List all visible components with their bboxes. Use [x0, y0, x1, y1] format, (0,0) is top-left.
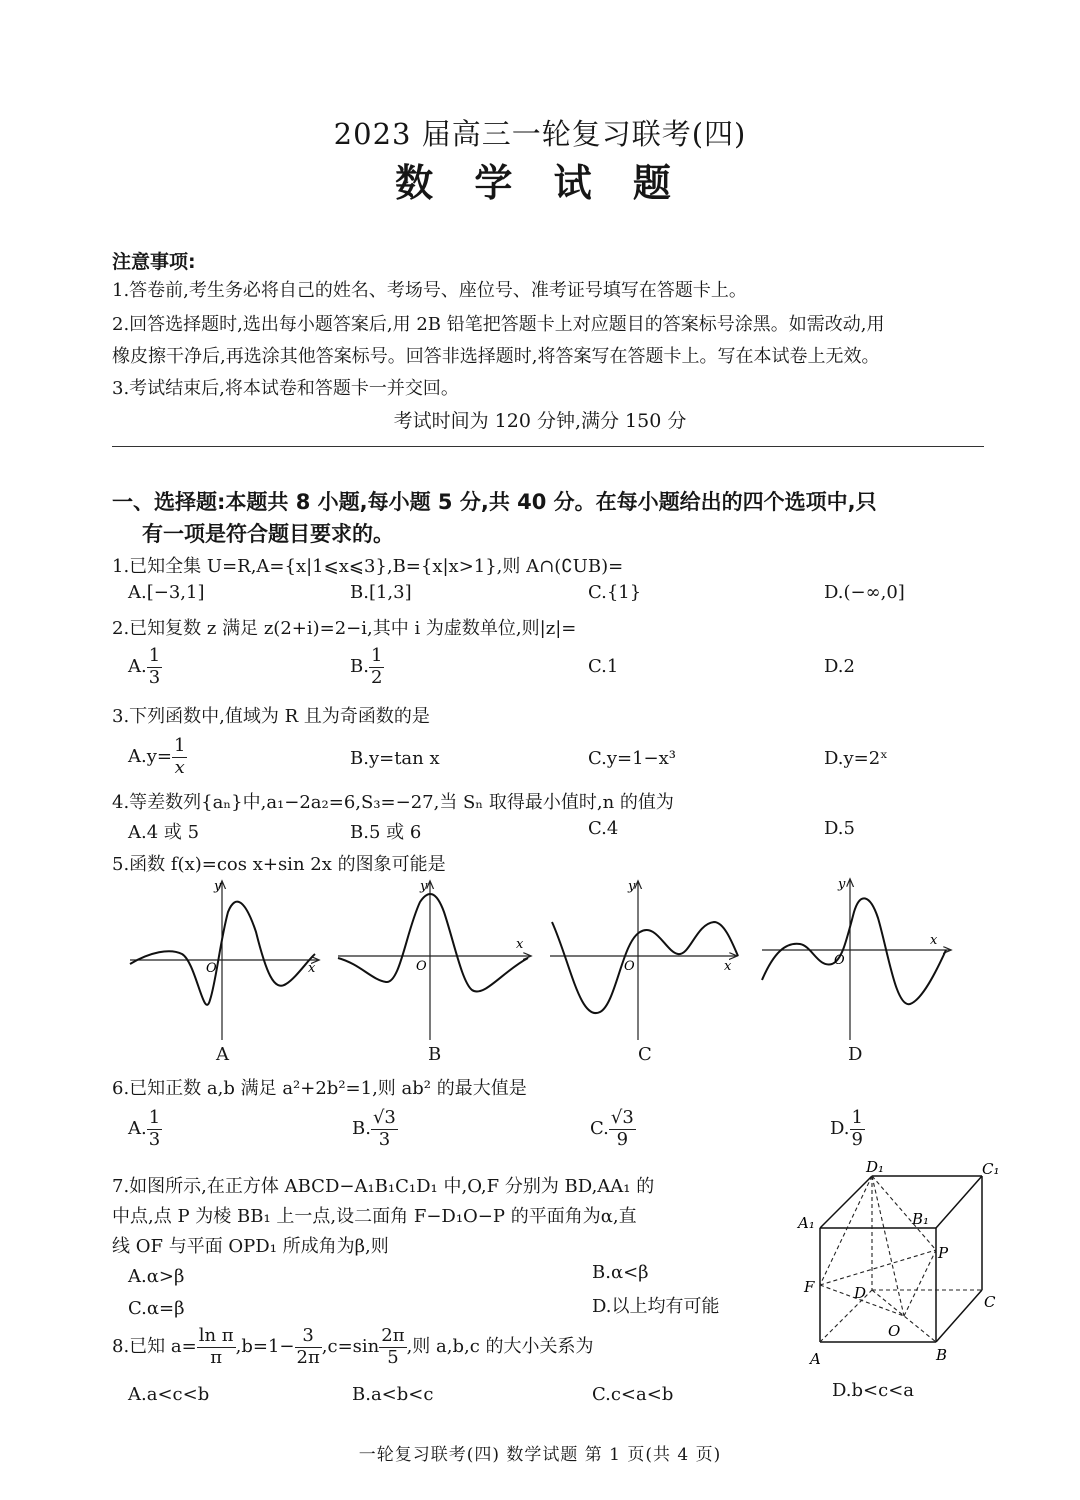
q6-b-num: √3: [372, 1107, 396, 1128]
graph-d-origin: O: [834, 953, 845, 968]
graph-label-b: B: [428, 1044, 442, 1065]
graph-label-a: A: [216, 1044, 229, 1065]
q3-a-prefix: A.y=: [128, 746, 172, 768]
q6-a-den: 3: [148, 1128, 161, 1150]
q6-option-b: [352, 1108, 398, 1150]
q8-a-num: ln π: [198, 1325, 234, 1346]
graph-c-x-label: x: [724, 959, 732, 974]
section-heading-line1: 一、选择题:本题共 8 小题,每小题 5 分,共 40 分。在每小题给出的四个选项中,只: [112, 490, 877, 514]
line-d1-f: [820, 1176, 872, 1285]
q8-stem: [112, 1326, 594, 1368]
q5-stem: 5.函数 f(x)=cos x+sin 2x 的图象可能是: [112, 854, 446, 875]
graph-label-d: D: [848, 1044, 863, 1065]
q6-c-den: 9: [616, 1128, 629, 1150]
q7-option-a: A.α>β: [128, 1266, 185, 1287]
q3-stem: 3.下列函数中,值域为 R 且为奇函数的是: [112, 706, 430, 727]
q6-option-d: [830, 1108, 865, 1150]
q6-c-num: √3: [610, 1107, 634, 1128]
graph-b-origin: O: [416, 959, 427, 974]
q7-line2: 中点,点 P 为棱 BB₁ 上一点,设二面角 F−D₁O−P 的平面角为α,直: [112, 1206, 637, 1227]
q6-option-c: [590, 1108, 636, 1150]
q4-option-b: B.5 或 6: [350, 822, 422, 843]
q2-a-num: 1: [148, 645, 161, 666]
notice-line-1: 1.答卷前,考生务必将自己的姓名、考场号、座位号、准考证号填写在答题卡上。: [112, 280, 747, 301]
cube-figure: [796, 1160, 1010, 1382]
label-p: P: [938, 1244, 949, 1262]
graph-b-x-label: x: [516, 937, 524, 952]
graph-c-origin: O: [624, 959, 635, 974]
label-f: F: [804, 1278, 815, 1296]
q4-option-a: A.4 或 5: [128, 822, 200, 843]
q3-option-b: B.y=tan x: [350, 748, 440, 769]
line-o-p: [904, 1250, 936, 1316]
q3-option-c: C.y=1−x³: [588, 748, 677, 769]
graph-d-curve: [762, 898, 946, 1004]
q4-option-c: C.4: [588, 818, 619, 839]
edge-b-c: [936, 1290, 982, 1342]
q8-option-c: C.c<a<b: [592, 1384, 674, 1405]
q2-b-den: 2: [370, 666, 383, 688]
q3-option-a: [128, 736, 187, 778]
label-d1: D₁: [866, 1160, 885, 1176]
graph-b: [338, 879, 530, 1040]
q3-a-num: 1: [173, 735, 186, 756]
notice-line-2a: 2.回答选择题时,选出每小题答案后,用 2B 铅笔把答题卡上对应题目的答案标号涂黑。如需改动,用: [112, 314, 885, 335]
notice-line-3: 3.考试结束后,将本试卷和答题卡一并交回。: [112, 378, 459, 399]
graph-b-y-label: y: [420, 879, 428, 894]
notice-line-2b: 橡皮擦干净后,再选涂其他答案标号。回答非选择题时,将答案写在答题卡上。写在本试卷上无效。: [112, 346, 880, 367]
graph-c-curve: [552, 922, 738, 1013]
q8-c-num: 2π: [381, 1325, 405, 1346]
q2-b-num: 1: [370, 645, 383, 666]
page-footer: 一轮复习联考(四) 数学试题 第 1 页(共 4 页): [358, 1445, 722, 1465]
q8-option-a: A.a<c<b: [128, 1384, 210, 1405]
q8-option-b: B.a<b<c: [352, 1384, 434, 1405]
graph-a-origin: O: [206, 961, 217, 976]
graph-label-c: C: [638, 1044, 652, 1065]
label-c1: C₁: [982, 1160, 1000, 1178]
q1-option-a: A.[−3,1]: [128, 582, 205, 603]
q6-d-num: 1: [851, 1107, 863, 1128]
q8-option-d: D.b<c<a: [832, 1380, 915, 1401]
graph-d: [762, 877, 950, 1040]
q4-stem: 4.等差数列{aₙ}中,a₁−2a₂=6,S₃=−27,当 Sₙ 取得最小值时,n 的值为: [112, 792, 674, 813]
q3-a-den: x: [174, 756, 185, 778]
q7-line1: 7.如图所示,在正方体 ABCD−A₁B₁C₁D₁ 中,O,F 分别为 BD,AA₁ 的: [112, 1176, 655, 1197]
exam-title: 2023 届高三一轮复习联考(四): [333, 117, 747, 151]
label-c: C: [984, 1293, 996, 1311]
q6-a-num: 1: [148, 1107, 161, 1128]
q6-b-prefix: B.: [352, 1118, 371, 1140]
q7-option-d: D.以上均有可能: [592, 1296, 720, 1317]
graph-a-y-label: y: [214, 879, 222, 894]
q7-option-c: C.α=β: [128, 1298, 185, 1319]
q1-option-b: B.[1,3]: [350, 582, 412, 603]
label-b: B: [936, 1346, 948, 1364]
q2-stem: 2.已知复数 z 满足 z(2+i)=2−i,其中 i 为虚数单位,则|z|=: [112, 618, 577, 639]
q3-option-d: D.y=2ˣ: [824, 748, 888, 769]
q2-a-prefix: A.: [128, 656, 147, 678]
label-a: A: [810, 1350, 821, 1368]
graph-c: [550, 879, 738, 1040]
q6-a-prefix: A.: [128, 1118, 147, 1140]
q6-d-prefix: D.: [830, 1118, 850, 1140]
q8-c-den: 5: [387, 1346, 399, 1368]
graph-a: [130, 879, 318, 1040]
graph-d-x-label: x: [930, 933, 938, 948]
q6-stem: 6.已知正数 a,b 满足 a²+2b²=1,则 ab² 的最大值是: [112, 1078, 527, 1099]
q2-option-b: [350, 646, 384, 688]
line-f-p: [820, 1250, 936, 1285]
graph-b-curve: [338, 894, 528, 992]
q8-post: ,则 a,b,c 的大小关系为: [406, 1336, 594, 1358]
q8-b-num: 3: [295, 1326, 322, 1348]
edge-a1-d1: [820, 1176, 872, 1228]
label-d: D: [854, 1284, 867, 1302]
q2-option-a: [128, 646, 162, 688]
subject-title: 数 学 试 题: [395, 160, 685, 205]
q2-option-c: C.1: [588, 656, 619, 677]
q6-c-prefix: C.: [590, 1118, 609, 1140]
edge-b1-c1: [936, 1176, 982, 1228]
q1-stem: 1.已知全集 U=R,A={x|1⩽x⩽3},B={x|x>1},则 A∩(∁UB)=: [112, 556, 624, 577]
q1-option-d: D.(−∞,0]: [824, 582, 905, 603]
q8-b-den: 2π: [296, 1346, 320, 1368]
graph-c-y-label: y: [628, 879, 636, 894]
q6-b-den: 3: [378, 1128, 391, 1150]
divider: [112, 446, 984, 447]
q8-a-den: π: [210, 1346, 223, 1368]
q8-mid2: ,c=sin: [321, 1336, 380, 1358]
q8-pre: 8.已知 a=: [112, 1336, 197, 1358]
q7-option-b: B.α<β: [592, 1262, 649, 1283]
label-b1: B₁: [912, 1210, 930, 1228]
q2-option-d: D.2: [824, 656, 855, 677]
section-heading-line2: 有一项是符合题目要求的。: [142, 522, 394, 546]
q5-graphs: [110, 872, 970, 1047]
q2-b-prefix: B.: [350, 656, 369, 678]
label-a1: A₁: [798, 1214, 815, 1232]
q6-d-den: 9: [851, 1128, 863, 1150]
graph-d-y-label: y: [838, 877, 846, 892]
q6-option-a: [128, 1108, 162, 1150]
q4-option-d: D.5: [824, 818, 855, 839]
q7-line3: 线 OF 与平面 OPD₁ 所成角为β,则: [112, 1236, 389, 1257]
q2-a-den: 3: [148, 666, 161, 688]
q1-option-c: C.{1}: [588, 582, 642, 603]
exam-time: 考试时间为 120 分钟,满分 150 分: [393, 410, 687, 432]
label-o: O: [888, 1322, 901, 1340]
graph-a-x-label: x: [308, 961, 316, 976]
notice-heading: 注意事项:: [112, 251, 196, 273]
q8-mid1: ,b=1−: [235, 1336, 295, 1358]
line-d1-o: [872, 1176, 904, 1316]
